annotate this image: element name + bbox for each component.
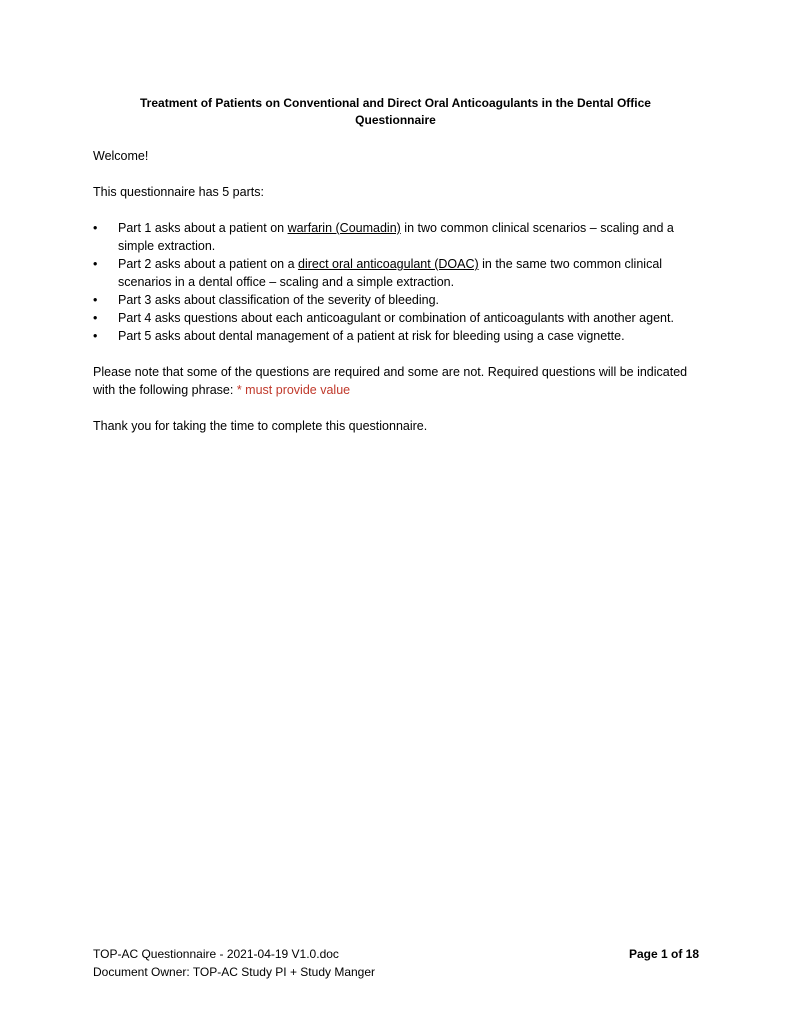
bullet-icon: • <box>93 257 98 271</box>
list-item-part-5 <box>93 327 708 345</box>
part-text: asks about dental management of a patient at risk for bleeding using a case vignette. <box>151 329 625 343</box>
required-phrase: * must provide value <box>236 383 351 397</box>
part-label: Part 3 <box>118 293 152 307</box>
required-note <box>93 363 708 399</box>
warfarin-link[interactable]: warfarin (Coumadin) <box>287 221 401 235</box>
part-text: asks about a patient on a <box>151 257 298 271</box>
document-body <box>93 147 708 453</box>
footer-owner: Document Owner: TOP-AC Study PI + Study Manger <box>93 965 376 979</box>
bullet-icon: • <box>93 293 98 307</box>
part-text: asks about classification of the severity of bleeding. <box>151 293 440 307</box>
part-text-after: in the same two common clinical scenarios in a dental office – scaling and a simple extraction. <box>118 257 663 289</box>
list-item-part-2 <box>93 255 708 291</box>
list-item-part-4 <box>93 309 708 327</box>
bullet-icon: • <box>93 329 98 343</box>
note-text: Please note that some of the questions are required and some are not. Required questions will be indicated with the following phrase: <box>93 365 688 397</box>
part-label: Part 1 <box>118 221 152 235</box>
part-text: asks about a patient on <box>151 221 288 235</box>
page-number: Page 1 of 18 <box>628 947 699 961</box>
part-text: asks questions about each anticoagulant or combination of anticoagulants with another agent. <box>151 311 674 325</box>
thanks-text: Thank you for taking the time to complete this questionnaire. <box>93 419 428 433</box>
page-footer <box>93 945 699 981</box>
part-text-after: in two common clinical scenarios – scaling and a simple extraction. <box>118 221 674 253</box>
bullet-icon: • <box>93 221 98 235</box>
welcome-text: Welcome! <box>93 149 149 163</box>
intro-text: This questionnaire has 5 parts: <box>93 185 264 199</box>
bullet-icon: • <box>93 311 98 325</box>
footer-filename: TOP-AC Questionnaire - 2021-04-19 V1.0.doc <box>93 947 339 961</box>
part-label: Part 4 <box>118 311 152 325</box>
parts-list <box>93 219 708 345</box>
document-title <box>90 95 701 129</box>
list-item-part-3 <box>93 291 708 309</box>
part-label: Part 5 <box>118 329 152 343</box>
list-item-part-1 <box>93 219 708 255</box>
part-label: Part 2 <box>118 257 152 271</box>
title-line-2: Questionnaire <box>355 113 436 127</box>
doac-link[interactable]: direct oral anticoagulant (DOAC) <box>298 257 479 271</box>
title-line-1: Treatment of Patients on Conventional and Direct Oral Anticoagulants in the Dental Office <box>140 96 651 110</box>
